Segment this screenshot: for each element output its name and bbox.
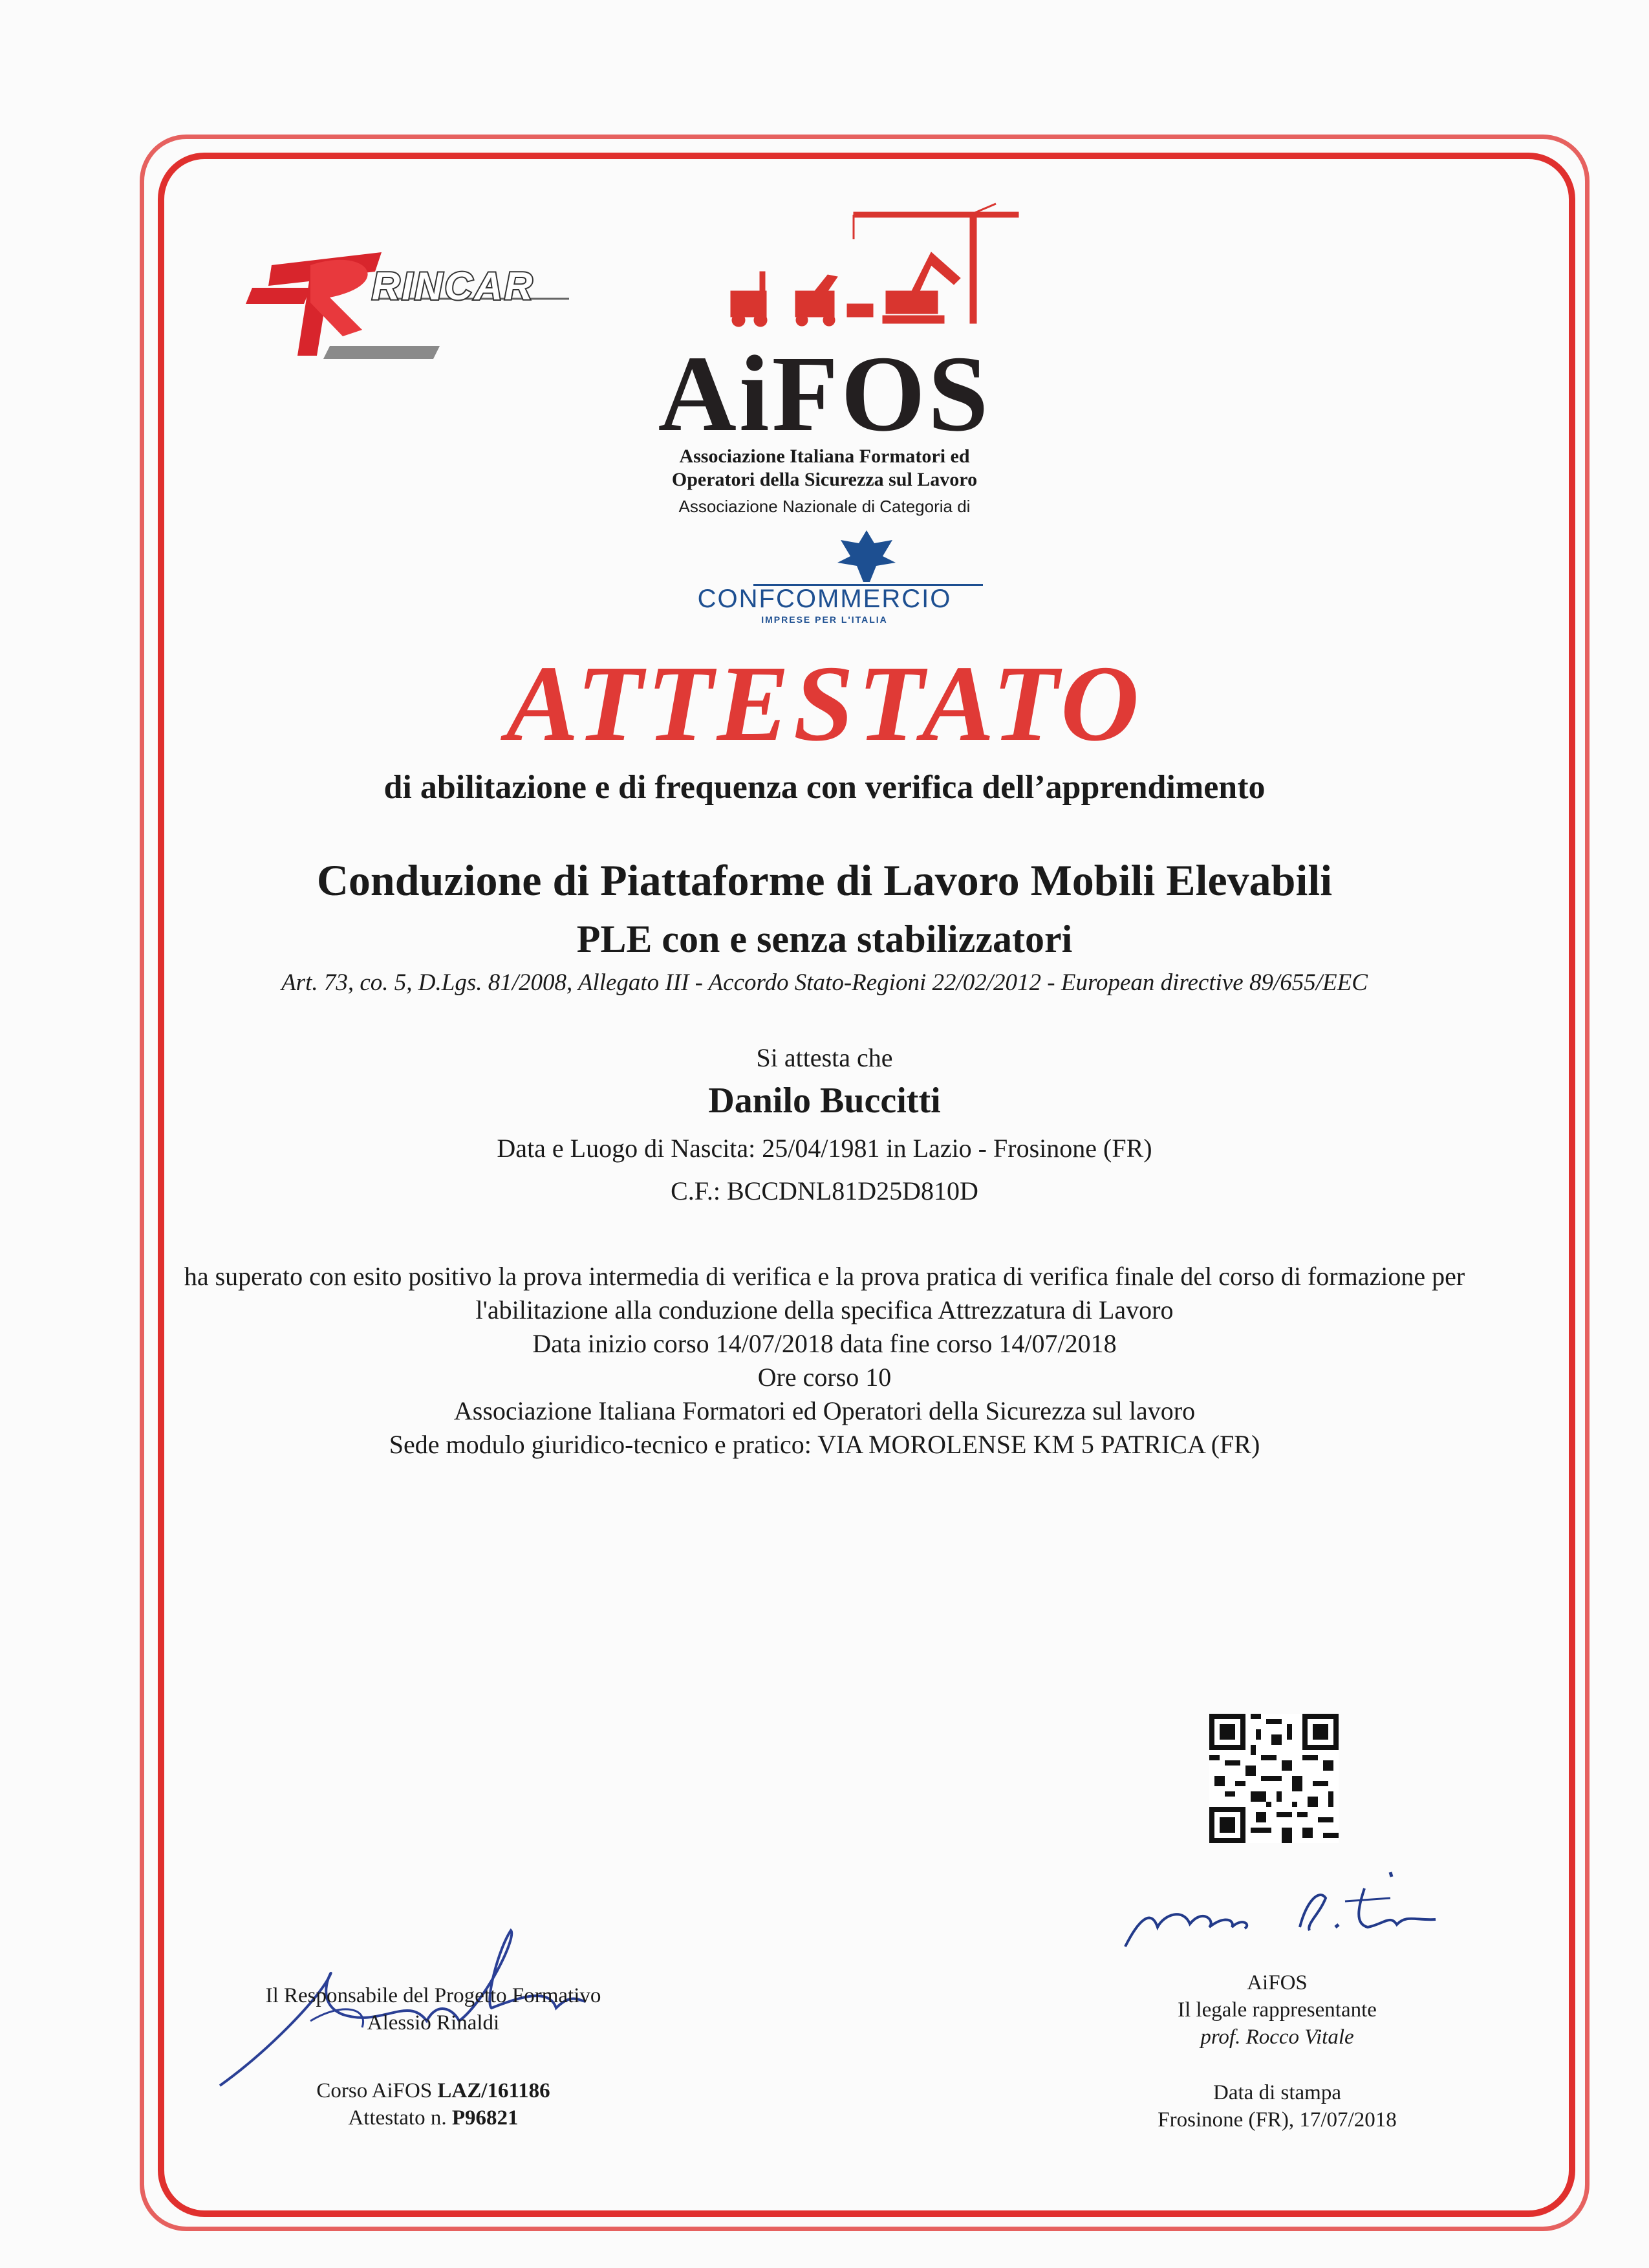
- body-line: ha superato con esito positivo la prova intermedia di verifica e la prova pratica di verifica finale del corso di formazione per: [184, 1262, 1465, 1291]
- body-line: Ore corso 10: [757, 1363, 892, 1392]
- body-line: Sede modulo giuridico-tecnico e pratico: VIA MOROLENSE KM 5 PATRICA (FR): [389, 1430, 1260, 1459]
- body-line: Associazione Italiana Formatori ed Operatori della Sicurezza sul lavoro: [453, 1396, 1196, 1425]
- aifos-category-label: Associazione Nazionale di Categoria di: [678, 497, 971, 516]
- course-title-line2: PLE con e senza stabilizzatori: [576, 918, 1073, 960]
- left-signatory: [200, 1982, 666, 2036]
- confcommercio-tagline: IMPRESE PER L'ITALIA: [761, 614, 888, 625]
- body-line: Data inizio corso 14/07/2018 data fine corso 14/07/2018: [532, 1329, 1117, 1358]
- print-date-label: Data di stampa: [1213, 2081, 1341, 2104]
- left-signatory-name: Alessio Rinaldi: [367, 2011, 500, 2035]
- aifos-full-name: Associazione Italiana Formatori ed Operatori della Sicurezza sul Lavoro: [671, 446, 978, 490]
- body-line: l'abilitazione alla conduzione della specifica Attrezzatura di Lavoro: [475, 1295, 1174, 1324]
- right-signatory-org: AiFOS: [1247, 1971, 1308, 1994]
- signature-rocco-vitale: [1112, 1863, 1455, 1960]
- confcommercio-eagle-icon: [834, 527, 899, 585]
- qr-code: [1209, 1714, 1339, 1843]
- right-signatory-role: Il legale rappresentante: [1178, 1998, 1377, 2022]
- attest-intro: Si attesta che: [756, 1043, 893, 1072]
- aifos-logo-wordmark: AiFOS: [658, 334, 991, 454]
- confcommercio-logo: CONFCOMMERCIO: [697, 585, 952, 613]
- construction-machines-icon: [718, 200, 1022, 330]
- certificate-number-line: Attestato n. P96821: [348, 2106, 519, 2130]
- tax-code: C.F.: BCCDNL81D25D810D: [671, 1176, 978, 1205]
- birth-info: Data e Luogo di Nascita: 25/04/1981 in Lazio - Frosinone (FR): [497, 1134, 1152, 1163]
- course-code-line: Corso AiFOS LAZ/161186: [316, 2079, 550, 2102]
- certificate-title: ATTESTATO: [506, 643, 1143, 764]
- right-signatory: [1067, 1969, 1487, 2051]
- rincar-wordmark: RINCAR: [372, 265, 535, 308]
- print-place-date: Frosinone (FR), 17/07/2018: [1158, 2108, 1397, 2132]
- course-title-line1: Conduzione di Piattaforme di Lavoro Mobili Elevabili: [316, 856, 1333, 905]
- certificate-body: [0, 1260, 1649, 1462]
- person-name: Danilo Buccitti: [708, 1081, 941, 1121]
- law-reference: Art. 73, co. 5, D.Lgs. 81/2008, Allegato III - Accordo Stato-Regioni 22/02/2012 - European directive 89/655/EEC: [281, 969, 1368, 996]
- left-signatory-role: Il Responsabile del Progetto Formativo: [265, 1984, 601, 2007]
- certificate-subtitle: di abilitazione e di frequenza con verifica dell’apprendimento: [383, 769, 1266, 806]
- right-signatory-name: prof. Rocco Vitale: [1200, 2025, 1354, 2049]
- print-info: [1067, 2079, 1487, 2133]
- course-info: [200, 2077, 666, 2132]
